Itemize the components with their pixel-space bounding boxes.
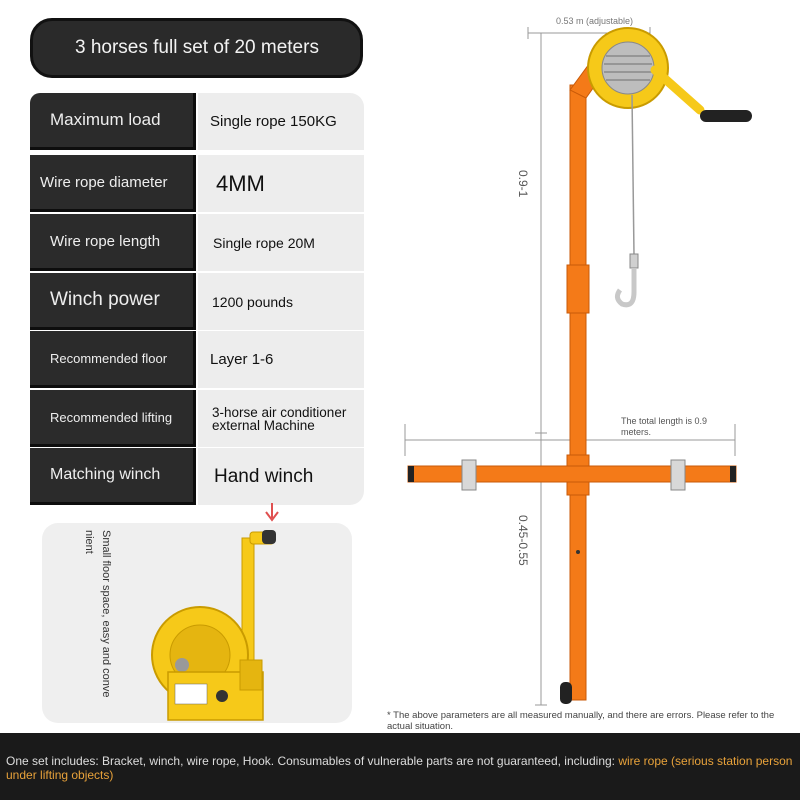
footer-main-text: One set includes: Bracket, winch, wire rope, Hook. Consumables of vulnerable parts are not guaranteed, including: [6,754,619,768]
measurement-note: * The above parameters are all measured manually, and there are errors. Please refer to the actual situation. [387,710,775,732]
bracket-frame [408,60,736,704]
spec-label: Wire rope length [30,214,196,271]
hook-icon [617,254,638,305]
spec-value: 4MM [198,155,364,212]
height-dimension [535,33,547,705]
winch-caption: Small floor space, easy and conve [100,530,112,698]
spec-label: Wire rope diameter [30,155,196,212]
spec-value: 1200 pounds [198,273,364,330]
spec-label: Maximum load [30,93,196,150]
hand-winch-icon [152,503,278,720]
spec-value: Hand winch [198,448,364,505]
spec-value: Layer 1-6 [198,331,364,388]
spec-label: Winch power [30,273,196,330]
total-length-label: The total length is 0.9 meters. [621,416,708,437]
winch-caption-continued: nient [83,530,95,554]
upper-height-label: 0.9-1 [516,170,530,198]
arm-width-label: 0.53 m (adjustable) [556,16,634,26]
mounted-winch-icon [588,28,752,255]
footer-accent-text: wire rope (serious station person under lifting objects) [6,754,793,782]
footer-text [6,754,796,782]
spec-value: Single rope 150KG [198,93,364,150]
spec-label: Recommended lifting [30,390,196,447]
title-text: 3 horses full set of 20 meters [75,37,319,58]
spec-value: Single rope 20M [198,214,364,271]
spec-label: Matching winch [30,448,196,505]
lower-height-label: 0.45-0.55 [516,515,530,566]
spec-label: Recommended floor [30,331,196,388]
spec-value: 3-horse air conditioner external Machine [198,390,364,447]
